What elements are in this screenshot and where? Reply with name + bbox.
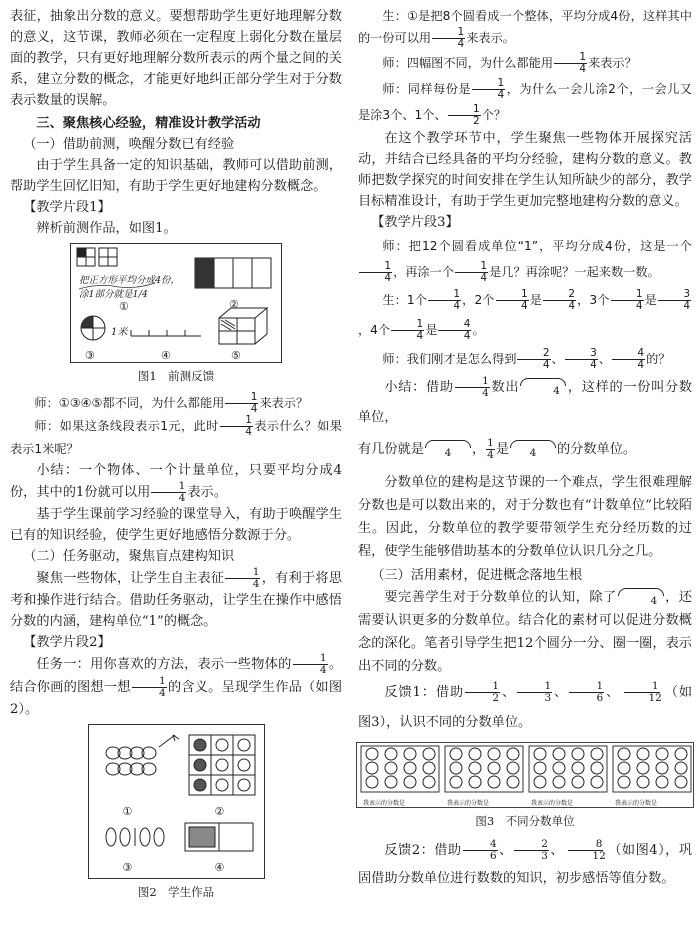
- text: 的分数单位。: [557, 442, 637, 457]
- figure-number: ②: [229, 298, 239, 311]
- paragraph: 基于学生课前学习经验的课堂导入，有助于唤醒学生已有的知识经验，使学生更好地感悟分数源于分。: [10, 507, 342, 543]
- circle: [572, 762, 584, 774]
- denominator: 4: [520, 300, 528, 312]
- numerator: 1: [624, 681, 659, 693]
- denominator: 4: [463, 330, 471, 342]
- panel-label: 我表示的分数是: [363, 800, 406, 807]
- numerator: 2: [517, 348, 550, 360]
- circle: [488, 748, 500, 760]
- text: 师：我们刚才是怎么得到: [382, 352, 517, 366]
- fraction: [517, 348, 550, 371]
- paragraph: 反馈2：借助 $\frac{4}{6}$ 、 $\frac{2}{3}$ 、 $\frac{8}{12}$ （如图4），巩固借助分数单位进行数数的知识，初步感悟等值分数。: [358, 838, 693, 886]
- numerator: 1: [391, 319, 424, 331]
- circle: [469, 762, 481, 774]
- fraction: [565, 348, 598, 371]
- segment-label: 【教学片段1】: [23, 200, 111, 215]
- figure-number: ⑤: [231, 349, 241, 362]
- circle-panel: [445, 746, 523, 792]
- circle: [423, 762, 435, 774]
- circle: [366, 762, 378, 774]
- circle: [450, 762, 462, 774]
- paragraph: [10, 653, 342, 720]
- panel-label: 我表示的分数是: [447, 800, 490, 807]
- text: ，3个: [577, 293, 610, 307]
- denominator: 12: [648, 692, 662, 704]
- denominator: 4: [252, 578, 260, 590]
- fraction: [611, 289, 644, 312]
- fraction: [565, 839, 607, 862]
- circle: [534, 748, 546, 760]
- denominator: 4: [319, 664, 327, 676]
- text: ，还需要认识更多的分数单位。结合化的素材可以促进分数概念的深化。笔者引导学生把12个圆分一分、圈一圈，表示出不同的分数。: [358, 590, 692, 674]
- numerator: 1: [225, 567, 260, 579]
- teacher-line: [358, 50, 692, 76]
- denominator: 3: [541, 850, 548, 862]
- numerator: 1: [448, 104, 481, 116]
- text: 是几？再涂呢？一起来数一数。: [489, 265, 660, 279]
- fraction: [132, 676, 167, 699]
- fraction: [432, 27, 465, 50]
- denominator: 4: [178, 492, 186, 504]
- text: 、: [605, 685, 621, 700]
- handwriting-note: 涂1部分就是1/4: [79, 289, 148, 300]
- text: ，: [471, 442, 486, 457]
- denominator: 4: [250, 403, 258, 415]
- circle: [507, 748, 519, 760]
- denominator: 4: [529, 447, 537, 459]
- circle: [675, 776, 687, 788]
- fraction: [554, 52, 587, 75]
- text: 的？: [646, 352, 671, 366]
- denominator: 4: [637, 359, 645, 371]
- paragraph: [358, 678, 692, 738]
- numerator: 2: [543, 289, 576, 301]
- text: 聚焦一些物体，让学生自主表征: [36, 571, 225, 586]
- text: 来表示？: [259, 396, 309, 410]
- numerator: 1: [569, 681, 604, 693]
- text: 个？: [481, 108, 507, 122]
- numerator: 4: [463, 839, 498, 851]
- right-column: [358, 6, 692, 893]
- numerator: 1: [225, 392, 258, 404]
- text: 来表示。: [466, 31, 515, 45]
- circle: [637, 776, 649, 788]
- numerator: 1: [359, 261, 392, 273]
- left-column: [10, 6, 342, 908]
- text: 反馈2：借助: [384, 843, 462, 858]
- paragraph: 由于学生具备一定的知识基础，教师可以借助前测，帮助学生回忆旧知，有助于学生更好地建构分数概念。: [10, 158, 342, 194]
- figure-2-drawing: [89, 725, 264, 878]
- numerator: 1: [132, 676, 167, 688]
- text: ，为什么一会儿涂2个，一会儿又是涂3个、1个、: [358, 82, 692, 122]
- circle: [366, 776, 378, 788]
- text: 生：①是把8个圆看成一个整体，平均分成4份，这样其中的一份可以用: [358, 9, 692, 45]
- circle: [675, 762, 687, 774]
- fraction: [612, 348, 645, 371]
- denominator: 2: [492, 692, 500, 704]
- fraction: [658, 289, 691, 312]
- fraction: [225, 567, 260, 590]
- numerator: 4: [612, 348, 645, 360]
- subsection-heading: （一）借助前测，唤醒分数已有经验: [23, 137, 235, 152]
- fraction: [448, 104, 481, 127]
- paragraph: 表征，抽象出分数的意义。要想帮助学生更好地理解分数的意义，这节课，教师必须在一定程度上弱化分数在量层面的教学，只有更好地理解分数所表示的两个量之间的关系，建立分数的概念，才能更好地纠正部分学生对于分数表示数量的误解。: [10, 9, 342, 108]
- denominator: 4: [457, 38, 465, 50]
- figure-1-pretest: [70, 243, 282, 363]
- circle: [404, 762, 416, 774]
- student-line: [358, 285, 692, 345]
- text: 师：同样每份是: [382, 82, 472, 96]
- text: ，这样的一份叫分数单位，: [358, 380, 693, 425]
- circle: [385, 762, 397, 774]
- figure-caption: 图1 前测反馈: [137, 369, 215, 383]
- text: 反馈1：借助: [384, 685, 465, 700]
- fraction: [465, 681, 500, 704]
- paragraph: [10, 567, 342, 632]
- numerator: 8: [568, 839, 603, 851]
- text: 小结：借助: [384, 380, 454, 395]
- circle-panel: [529, 746, 607, 792]
- circle: [366, 748, 378, 760]
- circle: [637, 762, 649, 774]
- fraction: [543, 289, 576, 312]
- denominator: 4: [590, 359, 597, 371]
- numerator: 1: [432, 27, 465, 39]
- text: 、: [501, 685, 517, 700]
- circle: [488, 776, 500, 788]
- panel-label: 我表示的分数是: [615, 800, 658, 807]
- panel-label: 我表示的分数是: [531, 800, 574, 807]
- figure-number: ④: [214, 861, 225, 874]
- subsection-heading: （三）活用素材，促进概念落地生根: [371, 568, 583, 583]
- figure-number: ②: [214, 805, 225, 818]
- figure-number: ①: [122, 805, 133, 818]
- text: 师：把12个圆看成单位“1”，平均分成4份，这是一个: [382, 239, 692, 253]
- circle: [423, 748, 435, 760]
- circle: [656, 762, 668, 774]
- teacher-line: [10, 415, 342, 460]
- fraction: [496, 289, 529, 312]
- paragraph: 在这个教学环节中，学生聚焦一些物体开展探究活动，并结合已经具备的平均分经验，建构分数的意义。教师把数学探究的时间安排在学生认知所缺少的部分，教学目标精准设计，有助于学生更加完整地建构分数的意义。: [358, 131, 692, 209]
- fraction: [151, 481, 186, 504]
- fraction: [455, 376, 490, 399]
- numerator: 1: [472, 78, 505, 90]
- denominator: 12: [592, 850, 606, 862]
- denominator: 4: [487, 449, 494, 461]
- numerator: 1: [465, 681, 500, 693]
- circle: [534, 776, 546, 788]
- text: 。: [472, 323, 485, 337]
- fraction: [621, 681, 663, 704]
- circle: [404, 748, 416, 760]
- fraction: [517, 681, 552, 704]
- text: 。结合你画的图想一想: [10, 657, 343, 695]
- blank-fraction: [618, 588, 664, 607]
- numerator: 1: [496, 289, 529, 301]
- denominator: 4: [579, 63, 587, 75]
- denominator: 4: [542, 359, 550, 371]
- circle: [488, 762, 500, 774]
- circle: [534, 762, 546, 774]
- numerator: 1: [428, 289, 461, 301]
- fraction: [486, 438, 495, 461]
- figure-number: ③: [122, 861, 133, 874]
- blank-fraction: [425, 440, 471, 459]
- text: 数出: [490, 380, 520, 395]
- circle: [385, 776, 397, 788]
- figure-2-student-work: [88, 724, 265, 879]
- fraction: [391, 319, 424, 342]
- numerator: 1: [455, 376, 490, 388]
- blank-fraction: [520, 378, 566, 397]
- text: （如图4），巩固借助分数单位进行数数的知识，初步感悟等值分数。: [358, 843, 693, 886]
- numerator: 2: [514, 839, 549, 851]
- circle: [404, 776, 416, 788]
- fraction: [569, 681, 604, 704]
- circle: [618, 762, 630, 774]
- fraction: [514, 839, 549, 862]
- numerator: 1: [554, 52, 587, 64]
- text: ，再涂一个: [393, 265, 455, 279]
- figure-number: ④: [161, 349, 171, 362]
- figure-number: ①: [119, 300, 129, 313]
- text: 师：四幅图不同，为什么都能用: [382, 56, 554, 70]
- text: 是: [529, 293, 542, 307]
- denominator: 4: [444, 447, 452, 459]
- denominator: 4: [568, 300, 576, 312]
- fraction: [293, 653, 328, 676]
- numerator: 4: [438, 319, 471, 331]
- circle: [572, 748, 584, 760]
- denominator: 4: [384, 272, 392, 284]
- fraction: [438, 319, 471, 342]
- fraction: [359, 261, 392, 284]
- text: 任务一：用你喜欢的方法，表示一些物体的: [36, 657, 292, 672]
- segment-label: 【教学片段2】: [23, 635, 111, 650]
- fraction: [428, 289, 461, 312]
- fraction: [472, 78, 505, 101]
- circle: [423, 776, 435, 788]
- denominator: 4: [482, 387, 489, 399]
- line-label: 1米: [111, 327, 128, 338]
- figure-number: ③: [85, 349, 95, 362]
- circle: [385, 748, 397, 760]
- text: 是: [495, 442, 509, 457]
- circle: [553, 776, 565, 788]
- numerator: 1: [220, 415, 253, 427]
- circle: [656, 776, 668, 788]
- denominator: 6: [596, 692, 604, 704]
- figure-3-fraction-units: [356, 742, 694, 808]
- text: 生：1个: [382, 293, 428, 307]
- text: 表示。: [187, 485, 227, 500]
- handwriting-note: 把正方形平均分成4份，: [79, 275, 181, 286]
- fraction: [463, 839, 498, 862]
- numerator: 1: [517, 681, 552, 693]
- fraction: [455, 261, 488, 284]
- circle: [656, 748, 668, 760]
- fraction: [220, 415, 253, 438]
- teacher-line: [10, 392, 342, 415]
- paragraph: 分数单位的建构是这节课的一个难点，学生很难理解分数也是可以数出来的，对于分数也有“计数单位”比较陌生。因此，分数单位的教学要带领学生充分经历数的过程，使学生能够借助基本的分数单位认识几分之几。: [358, 475, 692, 559]
- teacher-line: 师：我们刚才是怎么得到 $\frac{2}{4}$ 、 $\frac{3}{4}$ 、 $\frac{4}{4}$ 的？: [382, 347, 671, 371]
- text: 是: [425, 323, 438, 337]
- text: 师：①③④⑤都不同，为什么都能用: [34, 396, 225, 410]
- text: 是: [644, 293, 657, 307]
- denominator: 4: [416, 330, 424, 342]
- text: ，2个: [462, 293, 495, 307]
- text: 师：如果这条线段表示1元，此时: [34, 419, 219, 433]
- fraction: [225, 392, 258, 415]
- paragraph: [358, 586, 692, 678]
- numerator: 1: [455, 261, 488, 273]
- denominator: 4: [480, 272, 488, 284]
- circle: [591, 748, 603, 760]
- circle: [507, 762, 519, 774]
- blank-fraction: [510, 440, 556, 459]
- denominator: 4: [683, 300, 691, 312]
- denominator: 2: [473, 115, 480, 127]
- circle: [450, 748, 462, 760]
- denominator: 4: [635, 300, 643, 312]
- text: ，有利于将思考和操作进行结合。借助任务驱动，让学生在操作中感悟分数的内涵，建构单位“1”的概念。: [10, 571, 343, 629]
- summary-continued: [358, 433, 692, 467]
- figure-caption: 图2 学生作品: [137, 885, 215, 899]
- text: 小结：一个物体、一个计量单位，只要平均分成4份，其中的1份就可以用: [10, 463, 342, 500]
- text: ，4个: [358, 323, 391, 337]
- summary: [10, 460, 342, 504]
- paragraph: 辨析前测作品，如图1。: [36, 221, 177, 236]
- student-line: [358, 6, 692, 50]
- circle: [675, 748, 687, 760]
- circle: [553, 748, 565, 760]
- denominator: 3: [544, 692, 552, 704]
- circle-panel: [361, 746, 439, 792]
- denominator: 4: [245, 426, 252, 438]
- circle: [469, 748, 481, 760]
- numerator: 1: [151, 481, 186, 493]
- numerator: 1: [611, 289, 644, 301]
- text: 表示什么？如果表示1米呢？: [10, 419, 342, 456]
- denominator: 4: [497, 89, 505, 101]
- figure-caption: 图3 不同分数单位: [475, 814, 575, 828]
- text: 的含义。呈现学生作品（如图2）。: [10, 680, 343, 717]
- text: 来表示？: [588, 56, 637, 70]
- teacher-line: [358, 76, 692, 128]
- circle: [507, 776, 519, 788]
- circle: [591, 762, 603, 774]
- text: 要完善学生对于分数单位的认知，除了: [384, 590, 617, 605]
- numerator: 3: [658, 289, 691, 301]
- circle: [553, 762, 565, 774]
- subsection-heading: （二）任务驱动，聚焦盲点建构知识: [23, 549, 235, 564]
- circle: [572, 776, 584, 788]
- denominator: 4: [159, 687, 166, 699]
- circle: [591, 776, 603, 788]
- text: 、: [553, 685, 569, 700]
- numerator: 1: [293, 653, 328, 665]
- text: （如图3），认识不同的分数单位。: [358, 685, 693, 730]
- circle: [450, 776, 462, 788]
- summary: [358, 373, 692, 433]
- numerator: 1: [487, 437, 494, 449]
- segment-label: 【教学片段3】: [371, 215, 459, 230]
- section-heading: 三、聚焦核心经验，精准设计教学活动: [36, 116, 261, 131]
- circle: [637, 748, 649, 760]
- teacher-line: [358, 233, 692, 285]
- circle: [469, 776, 481, 788]
- denominator: 4: [453, 300, 461, 312]
- denominator: 4: [553, 385, 560, 397]
- text: 有几份就是: [358, 442, 424, 457]
- denominator: 6: [489, 850, 497, 862]
- denominator: 4: [650, 595, 658, 607]
- circle: [618, 776, 630, 788]
- circle-panel: [613, 746, 691, 792]
- numerator: 3: [565, 348, 598, 360]
- circle: [618, 748, 630, 760]
